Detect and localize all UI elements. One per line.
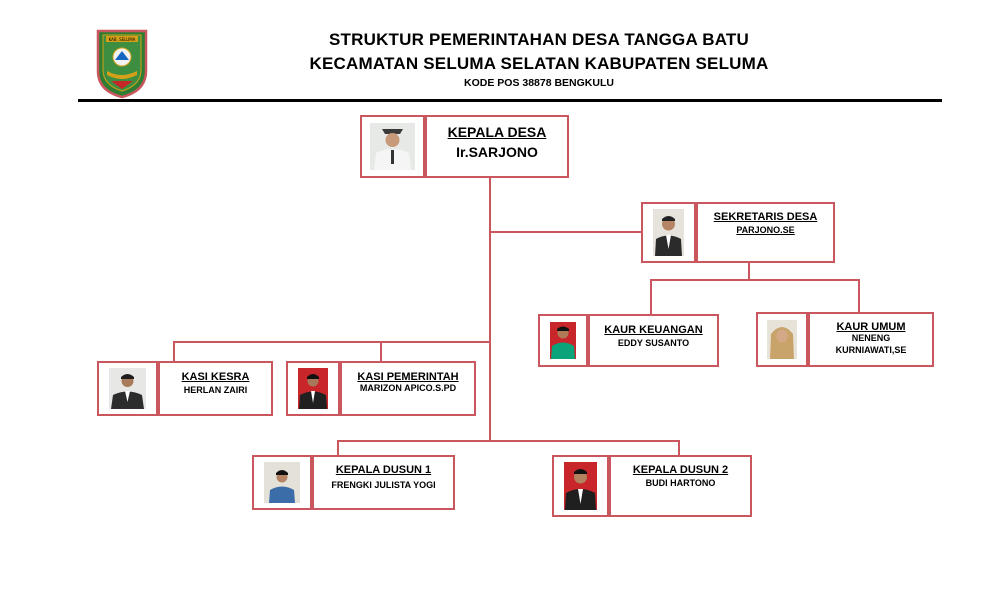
kaur-keuangan-name: EDDY SUSANTO: [617, 338, 690, 348]
header-postal-code: KODE POS 38878 BENGKULU: [464, 77, 614, 89]
kasi-pemerintah-name: MARIZON APICO.S.PD: [359, 383, 457, 393]
kasi-kesra-name: HERLAN ZAIRI: [183, 385, 248, 395]
kadus2-box: [609, 455, 752, 517]
connector-kasi-horizontal: [173, 341, 490, 343]
header-divider: [78, 99, 942, 102]
connector-to-sekretaris: [489, 231, 641, 233]
kaur-umum-box: [808, 312, 934, 367]
sekretaris-photo: [641, 202, 696, 263]
kadus2-photo: [552, 455, 609, 517]
header-title-line1: STRUKTUR PEMERINTAHAN DESA TANGGA BATU: [329, 30, 749, 49]
connector-to-kasi-kesra: [173, 341, 175, 361]
connector-main-vertical: [489, 178, 491, 442]
header-title-line2: KECAMATAN SELUMA SELATAN KABUPATEN SELUMA: [309, 54, 769, 73]
connector-to-kadus1: [337, 440, 339, 455]
kasi-kesra-box: [158, 361, 273, 416]
kadus1-role: KEPALA DUSUN 1: [335, 464, 432, 476]
sekretaris-box: [696, 202, 835, 263]
kepala-desa-box: [425, 115, 569, 178]
sekretaris-name: PARJONO.SE: [736, 225, 795, 235]
kasi-pemerintah-photo: [286, 361, 340, 416]
connector-to-kaur-keuangan: [650, 279, 652, 314]
kasi-pemerintah-box: [340, 361, 476, 416]
connector-to-kasi-pemerintah: [380, 341, 382, 361]
kadus1-name: FRENGKI JULISTA YOGI: [331, 480, 436, 490]
svg-text:KAB. SELUMA: KAB. SELUMA: [108, 37, 136, 42]
kaur-umum-photo: [756, 312, 808, 367]
kaur-keuangan-role: KAUR KEUANGAN: [604, 324, 703, 336]
kaur-keuangan-photo: [538, 314, 588, 367]
kepala-desa-name: Ir.SARJONO: [456, 144, 538, 160]
connector-sekretaris-down: [748, 263, 750, 280]
kasi-kesra-role: KASI KESRA: [181, 371, 250, 383]
kasi-pemerintah-role: KASI PEMERINTAH: [357, 371, 459, 383]
connector-to-kadus2: [678, 440, 680, 455]
kadus1-box: [312, 455, 455, 510]
kasi-kesra-photo: [97, 361, 158, 416]
connector-to-kaur-umum: [858, 279, 860, 314]
kaur-umum-name-line2: KURNIAWATI,SE: [835, 345, 907, 355]
kepala-desa-role: KEPALA DESA: [447, 124, 547, 140]
connector-dusun-horizontal: [337, 440, 680, 442]
kadus1-photo: [252, 455, 312, 510]
kadus2-name: BUDI HARTONO: [645, 478, 716, 488]
sekretaris-role: SEKRETARIS DESA: [713, 211, 818, 223]
kadus2-role: KEPALA DUSUN 2: [632, 464, 729, 476]
kaur-keuangan-box: [588, 314, 719, 367]
kaur-umum-name-line1: NENENG: [851, 333, 891, 343]
connector-kaur-horizontal: [650, 279, 860, 281]
kaur-umum-role: KAUR UMUM: [836, 321, 906, 333]
kepala-desa-photo: [360, 115, 425, 178]
